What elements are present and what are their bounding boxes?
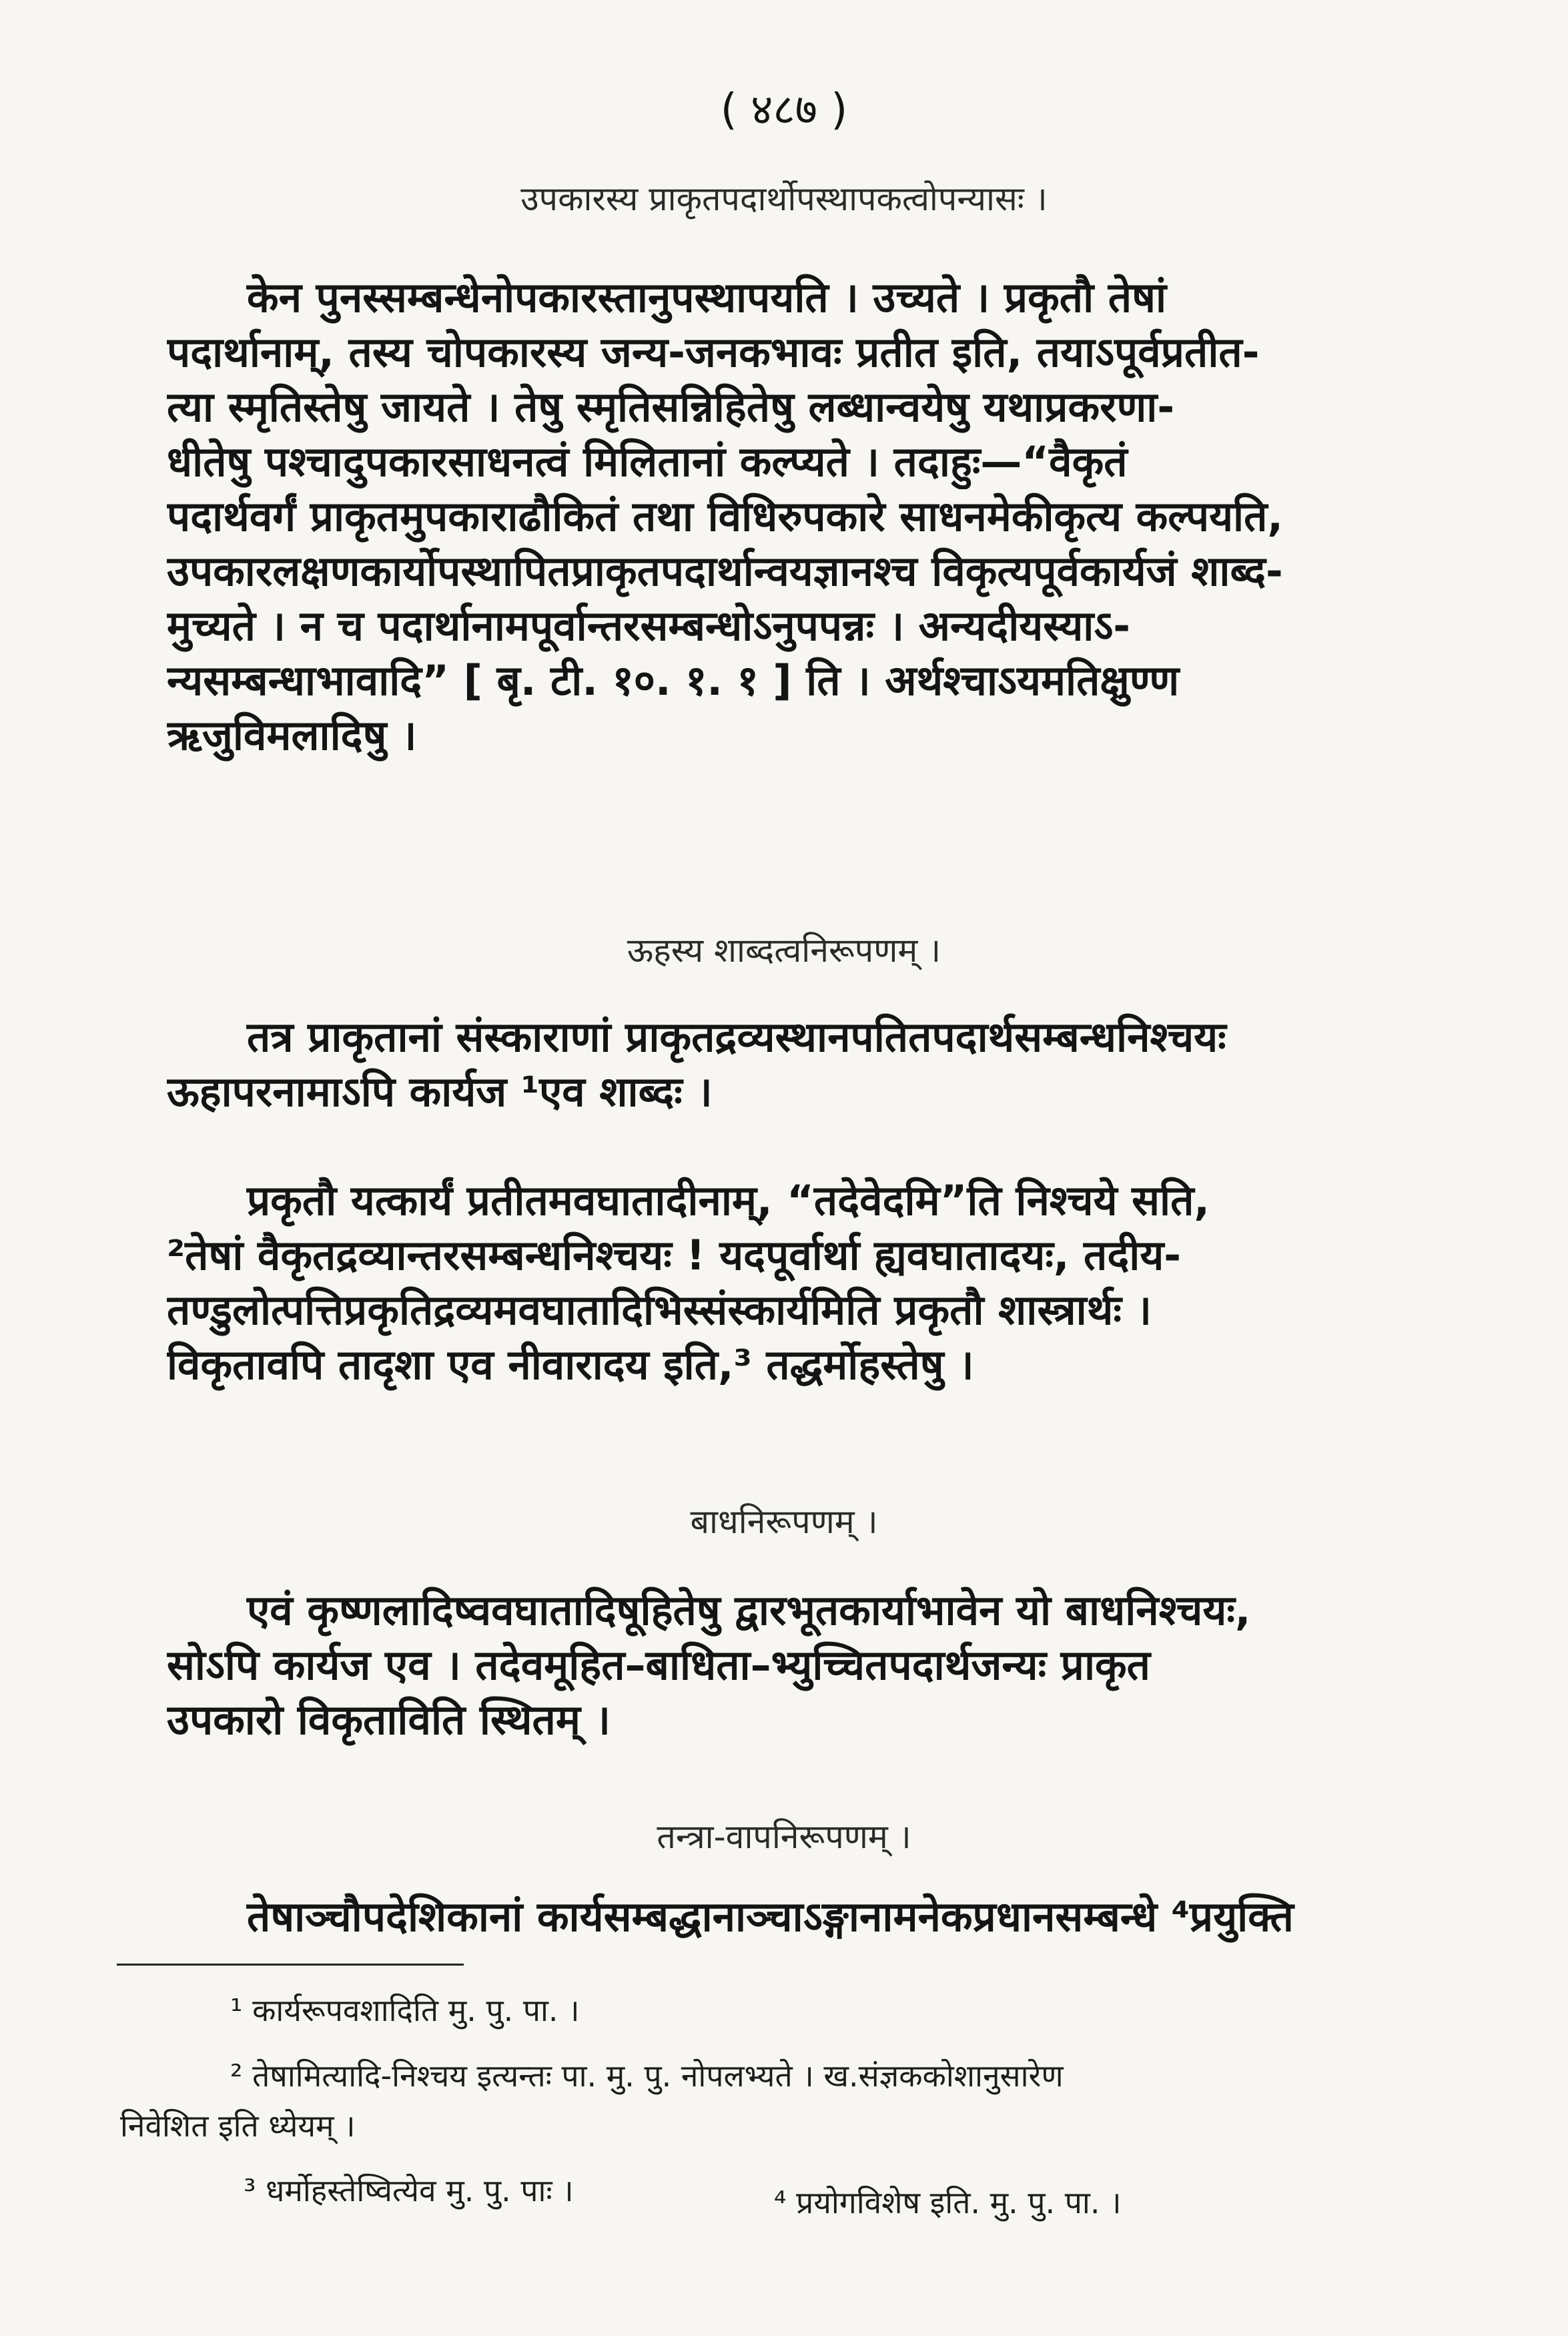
footnote-1: ¹ कार्यरूपवशादिति मु. पु. पा. । bbox=[230, 1992, 580, 2028]
section-heading: ऊहस्य शाब्दत्वनिरूपणम् । bbox=[627, 931, 941, 970]
paragraph bbox=[167, 1583, 1428, 1747]
text-line: ²तेषां वैकृतद्रव्यान्तरसम्बन्धनिश्चयः ! यदपूर्वार्था ह्यवघातादयः, तदीय- bbox=[167, 1231, 1182, 1279]
text-line: सोऽपि कार्यज एव । तदेवमूहित–बाधिता–भ्युच्चितपदार्थजन्यः प्राकृत bbox=[167, 1641, 1150, 1689]
text-line: उपकारलक्षणकार्योपस्थापितप्राकृतपदार्थान्वयज्ञानश्च विकृत्यपूर्वकार्यजं शाब्द- bbox=[167, 547, 1283, 595]
text-line: प्रकृतौ यत्कार्यं प्रतीतमवघातादीनाम्, “तदेवेदमि”ति निश्चये सति, bbox=[247, 1176, 1210, 1225]
paragraph bbox=[167, 1889, 1428, 1944]
text-line: केन पुनस्सम्बन्धेनोपकारस्तानुपस्थापयति । उच्यते । प्रकृतौ तेषां bbox=[247, 273, 1167, 322]
text-line: न्यसम्बन्धाभावादि” [ बृ. टी. १०. १. १ ] ति । अर्थश्चाऽयमतिक्षुण्ण bbox=[167, 656, 1180, 705]
section-heading: बाधनिरूपणम् । bbox=[690, 1502, 878, 1541]
text-line: तेषाञ्चौपदेशिकानां कार्यसम्बद्धानाञ्चाऽङ्गानामनेकप्रधानसम्बन्धे ⁴प्रयुक्ति bbox=[247, 1892, 1294, 1941]
footnote-4: ⁴ प्रयोगविशेष इति. मु. पु. पा. । bbox=[774, 2184, 1122, 2221]
text-line: तत्र प्राकृतानां संस्काराणां प्राकृतद्रव्यस्थानपतितपदार्थसम्बन्धनिश्चयः bbox=[247, 1012, 1226, 1061]
text-line: ऋजुविमलादिषु । bbox=[167, 711, 417, 760]
section-heading: तन्त्रा-वापनिरूपणम् । bbox=[657, 1817, 911, 1856]
text-line: उपकारो विकृताविति स्थितम् । bbox=[167, 1695, 611, 1744]
text-line: पदार्थानाम्, तस्य चोपकारस्य जन्य-जनकभावः प्रतीत इति, तयाऽपूर्वप्रतीत- bbox=[167, 328, 1260, 376]
text-line: मुच्यते । न च पदार्थानामपूर्वान्तरसम्बन्धोऽनुपपन्नः । अन्यदीयस्याऽ- bbox=[167, 601, 1131, 650]
footnote-3: ³ धर्मोहस्तेष्वित्येव मु. पु. पाः । bbox=[244, 2172, 574, 2209]
footnote-2-continued: निवेशित इति ध्येयम् । bbox=[120, 2108, 356, 2144]
footnote-separator bbox=[117, 1964, 464, 1966]
text-line: एवं कृष्णलादिष्ववघातादिषूहितेषु द्वारभूतकार्याभावेन यो बाधनिश्चयः, bbox=[247, 1586, 1251, 1635]
text-line: विकृतावपि तादृशा एव नीवारादय इति,³ तद्धर्मोहस्तेषु । bbox=[167, 1340, 974, 1389]
text-line: तण्डुलोत्पत्तिप्रकृतिद्रव्यमवघातादिभिस्संस्कार्यमिति प्रकृतौ शास्त्रार्थः । bbox=[167, 1285, 1152, 1334]
page-number: ( ४८७ ) bbox=[720, 85, 848, 135]
paragraph bbox=[167, 1173, 1428, 1392]
section-heading: उपकारस्य प्राकृतपदार्थोपस्थापकत्वोपन्यासः । bbox=[520, 180, 1048, 218]
text-line: पदार्थवर्गं प्राकृतमुपकाराढौकितं तथा विधिरुपकारे साधनमेकीकृत्य कल्पयति, bbox=[167, 492, 1283, 541]
paragraph bbox=[167, 1010, 1428, 1119]
footnote-2: ² तेषामित्यादि-निश्चय इत्यन्तः पा. मु. पु. नोपलभ्यते । ख.संज्ञककोशानुसारेण bbox=[230, 2058, 1064, 2094]
text-line: धीतेषु पश्चादुपकारसाधनत्वं मिलितानां कल्प्यते । तदाहुः—“वैकृतं bbox=[167, 437, 1128, 486]
paragraph bbox=[167, 270, 1428, 763]
text-line: ऊहापरनामाऽपि कार्यज ¹एव शाब्दः । bbox=[167, 1067, 713, 1116]
text-line: त्या स्मृतिस्तेषु जायते । तेषु स्मृतिसन्निहितेषु लब्धान्वयेषु यथाप्रकरणा- bbox=[167, 382, 1175, 431]
